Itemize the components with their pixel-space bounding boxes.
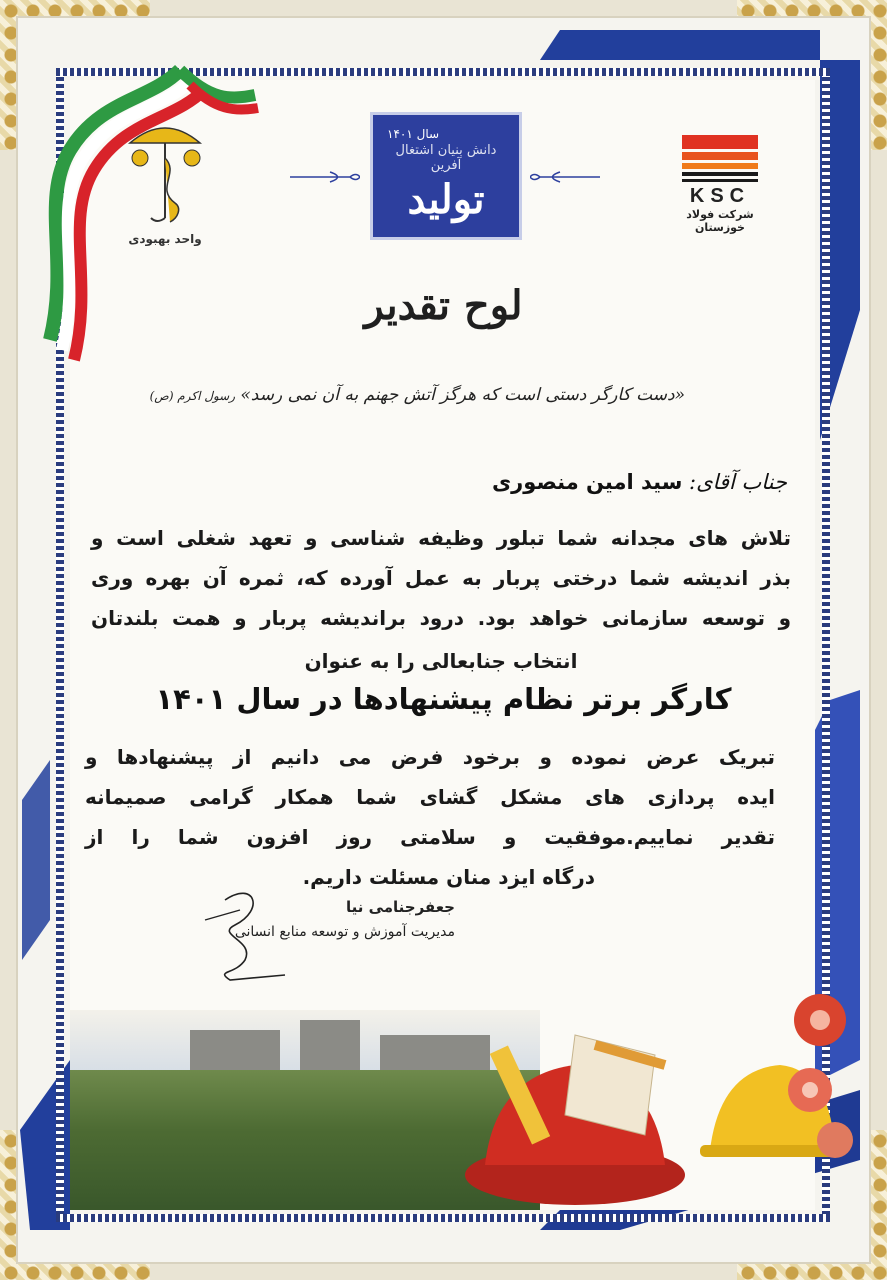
badge-motto: دانش بنیان اشتغال آفرین [395,143,497,173]
salutation-prefix: جناب آقای: [689,470,787,494]
quote-text: «دست کارگر دستی است که هرگز آتش جهنم به آن نمی رسد» [240,385,685,405]
signature-block [235,898,455,940]
body-line [85,857,775,897]
body-paragraph-1 [91,518,791,638]
body-intro [91,644,791,678]
hadith-quote [149,385,685,405]
behbood-unit-logo [110,118,220,246]
safety-helmet-icon [455,1025,685,1215]
body-line: تبریک عرض نموده و برخود فرض می دانیم از پیشنهادها و [85,745,775,769]
body-line: تقدیر نماییم.موفقیت و سلامتی روز افزون شما را از [85,825,775,849]
intro-line: انتخاب جنابعالی را به عنوان [304,649,578,673]
recipient-salutation [492,470,787,494]
certificate-title: لوح تقدیر [364,282,523,329]
body-paragraph-2 [85,737,775,897]
ksc-stripes-icon [682,135,758,182]
production-year-badge [370,112,522,240]
signer-role: مدیریت آموزش و توسعه منابع انسانی [234,924,455,940]
ksc-name: KSC [689,185,751,207]
body-line: و توسعه سازمانی خواهد بود. درود براندیشه پربار و همت بلندتان [91,606,791,630]
flourish-right-icon [530,170,600,184]
quote-attribution: رسول اکرم (ص) [149,389,235,403]
signer-name: جعفرجنامی نیا [345,898,455,916]
badge-year: سال ۱۴۰۱ [387,127,440,141]
ksc-logo [660,135,780,234]
body-line: بذر اندیشه شما درختی پربار به عمل آورده که، ثمره آن بهره وری [91,566,791,590]
closing-line: درگاه ایزد منان مسئلت داریم. [302,865,595,889]
ksc-company-name: شرکت فولاد خوزستان [686,208,754,234]
recipient-name: سید امین منصوری [491,470,683,494]
badge-main-word: تولید [407,176,485,223]
body-line: تلاش های مجدانه شما تبلور وظیفه شناسی و تعهد شغلی است و [91,526,791,550]
flower-decoration-icon [780,990,860,1190]
body-line: ایده پردازی های مشکل گشای شما همکار گرامی صمیمانه [85,785,775,809]
left-logo-caption: واحد بهبودی [128,232,202,246]
award-headline: کارگر برتر نظام پیشنهادها در سال ۱۴۰۱ [155,682,732,716]
umbrella-emblem-icon [130,118,200,228]
flourish-left-icon [290,170,360,184]
